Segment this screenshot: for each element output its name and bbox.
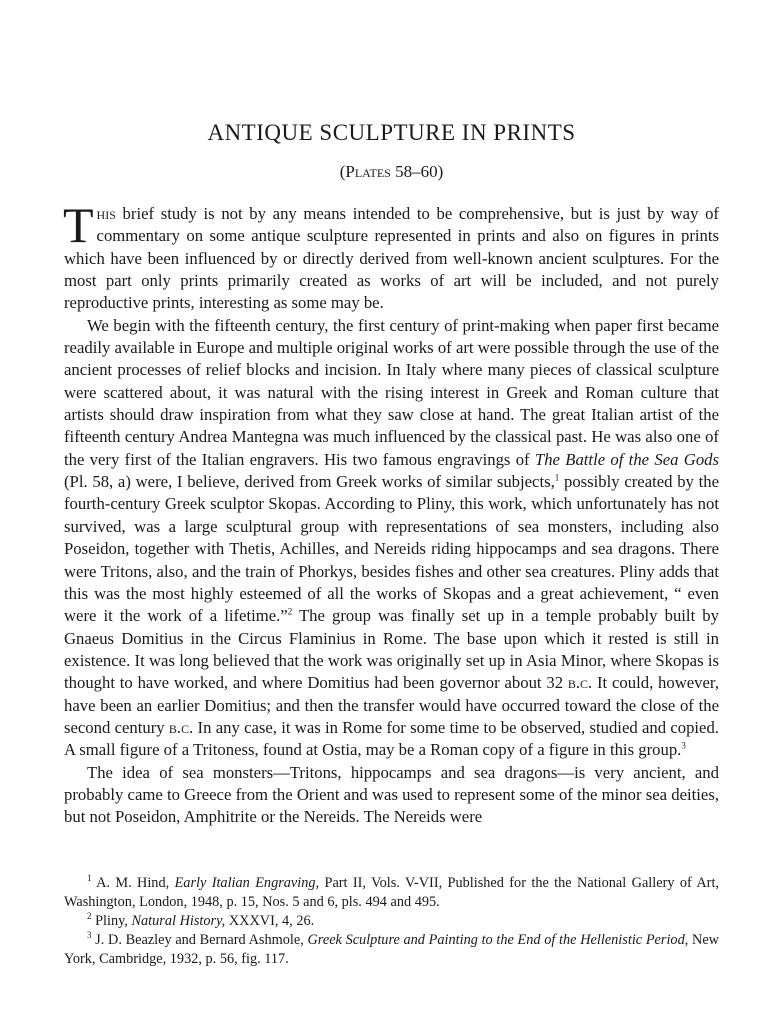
article-body xyxy=(63,197,719,829)
footnote-number: 2 xyxy=(87,911,92,922)
first-word: his xyxy=(96,204,116,223)
paragraph-text: In any case, it was in Rome for some time to be observed, studied and copied. A small figure of a Tritoness, found at Ostia, may be a Roman copy of a figure in this group. xyxy=(64,717,719,760)
article-page xyxy=(64,0,719,1024)
footnotes xyxy=(64,874,719,969)
paragraph-fifteenth-century xyxy=(64,315,719,762)
footnote-text: Pliny, xyxy=(91,913,132,929)
paragraph-text: The group was finally set up in a temple probably built by Gnaeus Domitius in the Circus Flaminius in Rome. The base upon which it rested is still in existence. It was long believed that the work was originally set up in Asia Minor, where Skopas is thought to have worked, and where Domitius had been governor about 32 xyxy=(64,606,719,693)
footnote-1 xyxy=(64,874,719,912)
article-title: ANTIQUE SCULPTURE IN PRINTS xyxy=(207,120,576,145)
paragraph-text: It could, however, have been an earlier Domitius; and then the transfer would have occurred toward the close of the second century xyxy=(64,673,719,737)
footnote-text: A. M. Hind, xyxy=(91,875,175,891)
footnote-number: 3 xyxy=(87,930,92,941)
footnote-text: Part II, Vols. V-VII, Published for the the National Gallery of Art, Washington, London, 1948, p. 15, Nos. 5 and 6, pls. 494 and 495. xyxy=(64,875,719,910)
paragraph-sea-monsters: The idea of sea monsters—Tritons, hippocamps and sea dragons—is very ancient, and probably came to Greece from the Orient and was used to represent some of the minor sea deities, but not Poseidon, Amphitrite or the Nereids. The Nereids were xyxy=(64,762,719,827)
footnote-number: 1 xyxy=(87,873,92,884)
footnote-ref-2[interactable]: 2 xyxy=(287,606,293,617)
footnote-ref-1[interactable]: 1 xyxy=(554,472,560,483)
footnote-text: J. D. Beazley and Bernard Ashmole, xyxy=(91,932,308,948)
footnote-3 xyxy=(64,931,719,969)
cited-title: Early Italian Engraving, xyxy=(174,875,320,891)
paragraph-intro xyxy=(63,197,719,315)
paragraph-text: (Pl. 58, a) were, I believe, derived from Greek works of similar subjects, xyxy=(64,472,555,492)
drop-cap: T xyxy=(63,197,94,253)
cited-title: Greek Sculpture and Painting to the End of the Hellenistic Period, xyxy=(307,932,689,948)
paragraph-text: We begin with the fifteenth century, the first century of print-making when paper first became readily available in Europe and multiple original works of art were possible through the use of the ancient processes of relief blocks and incision. In Italy where many pieces of classical sculpture were scattered about, it was natural with the rising interest in Greek and Roman culture that artists should draw inspiration from what they saw close at hand. The great Italian artist of the fifteenth century Andrea Mantegna was much influenced by the classical past. He was also one of the very first of the Italian engravers. His two famous engravings of xyxy=(64,315,719,469)
era-abbrev: b.c. xyxy=(567,673,593,693)
footnote-text: New York, Cambridge, 1932, p. 56, fig. 117. xyxy=(64,932,719,967)
paragraph-text: brief study is not by any means intended to be comprehensive, but is just by way of commentary on some antique sculpture represented in prints and also on figures in prints which have been influenced by or directly derived from well-known ancient sculptures. For the most part only prints primarily created as works of art will be included, and not purely reproductive prints, interesting as some may be. xyxy=(64,204,719,313)
era-abbrev: b.c. xyxy=(168,717,194,737)
work-title: The Battle of the Sea Gods xyxy=(534,449,719,469)
footnote-text: XXXVI, 4, 26. xyxy=(225,913,315,929)
paragraph-text: possibly created by the fourth-century Greek sculptor Skopas. According to Pliny, this work, which unfortunately has not survived, was a large sculptural group with representations of sea monsters, including also Poseidon, together with Thetis, Achilles, and Nereids riding hippocamps and sea dragons. There were Tritons, also, and the train of Phorkys, besides fishes and other sea creatures. Pliny adds that this was the most highly esteemed of all the works of Skopas and a great achievement, “ even were it the work of a lifetime.” xyxy=(64,472,719,626)
footnote-2 xyxy=(64,912,719,931)
plates-subtitle: (Plates 58–60) xyxy=(339,162,444,181)
cited-title: Natural History, xyxy=(131,913,226,929)
footnote-ref-3[interactable]: 3 xyxy=(681,740,686,751)
